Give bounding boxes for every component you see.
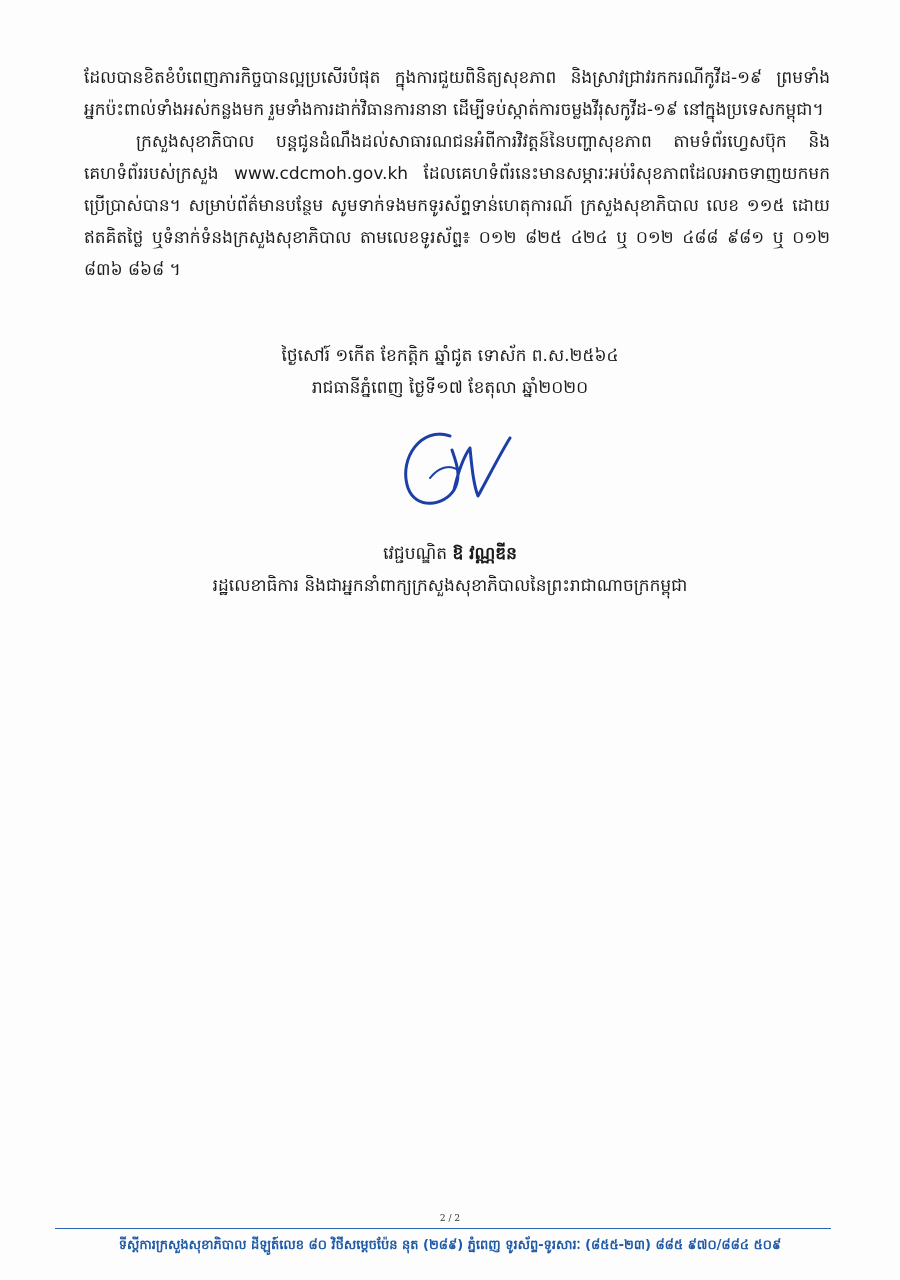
paragraph-1: ដែលបានខិតខំបំពេញភារកិច្ចបានល្អប្រសើរបំផុត ក្នុងការជួយពិនិត្យសុខភាព និងស្រាវជ្រាវរកករណីកូវីដ-១៩ ព្រមទាំងអ្នកប៉ះពាល់ទាំងអស់កន្លងមក រួមទាំងការដាក់វិធានការនានា ដើម្បីទប់ស្កាត់ការចម្លងវីរុសកូវីដ-១៩ នៅក្នុងប្រទេសកម្ពុជា។ — [84, 68, 830, 120]
paragraph-2: ក្រសួងសុខាភិបាល បន្តជូនដំណឹងដល់សាធារណជនអំពីការវិវត្តន៍នៃបញ្ហាសុខភាព តាមទំព័រហ្វេសប៊ុក និងគេហទំព័ររបស់ក្រសួង www.cdcmoh.gov.kh ដែលគេហទំព័រនេះមានសម្ភារៈអប់រំសុខភាពដែលអាចទាញយកមកប្រើប្រាស់បាន។ សម្រាប់ព័ត៌មានបន្ថែម សូមទាក់ទងមកទូរស័ព្ទទាន់ហេតុការណ៍ ក្រសួងសុខាភិបាល លេខ ១១៥ ដោយឥតគិតថ្លៃ ឬទំនាក់ទំនងក្រសួងសុខាភិបាល តាមលេខទូរស័ព្ទ៖ ០១២ ៨២៥ ៤២៤ ឬ ០១២ ៤៨៨ ៩៨១ ឬ ០១២ ៨៣៦ ៨៦៨ ។ — [84, 132, 830, 280]
footer-address: ទីស្តីការក្រសួងសុខាភិបាល ដីឡូត៍លេខ ៨០ វិថីសម្តេចប៉ែន នុត (២៨៩) ភ្នំពេញ ទូរស័ព្ទ-ទូរសារៈ (៨៥៥-២៣) ៨៨៥ ៩៧០/៨៨៤ ៥០៩ — [118, 1238, 782, 1253]
solar-date: រាជធានីភ្នំពេញ ថ្ងៃទី១៧ ខែតុលា ឆ្នាំ២០២០ — [311, 378, 589, 398]
page-number: 2 / 2 — [439, 1214, 461, 1224]
signatory-title: រដ្ឋលេខាធិការ និងជាអ្នកនាំពាក្យក្រសួងសុខាភិបាលនៃព្រះរាជាណាចក្រកម្ពុជា — [212, 576, 688, 596]
signature-image — [392, 418, 522, 518]
signatory-block — [100, 538, 800, 602]
body-text — [84, 62, 830, 286]
dateline — [200, 340, 700, 404]
footer-divider — [55, 1228, 831, 1229]
lunar-date: ថ្ងៃសៅរ៍ ១កើត ខែកត្តិក ឆ្នាំជូត ទោស័ក ព.ស.២៥៦៤ — [281, 346, 619, 366]
signatory-name-line — [100, 538, 800, 570]
signatory-name: ឱ វណ្ណឌីន — [452, 544, 517, 564]
signatory-honorific: វេជ្ជបណ្ឌិត — [383, 544, 453, 564]
